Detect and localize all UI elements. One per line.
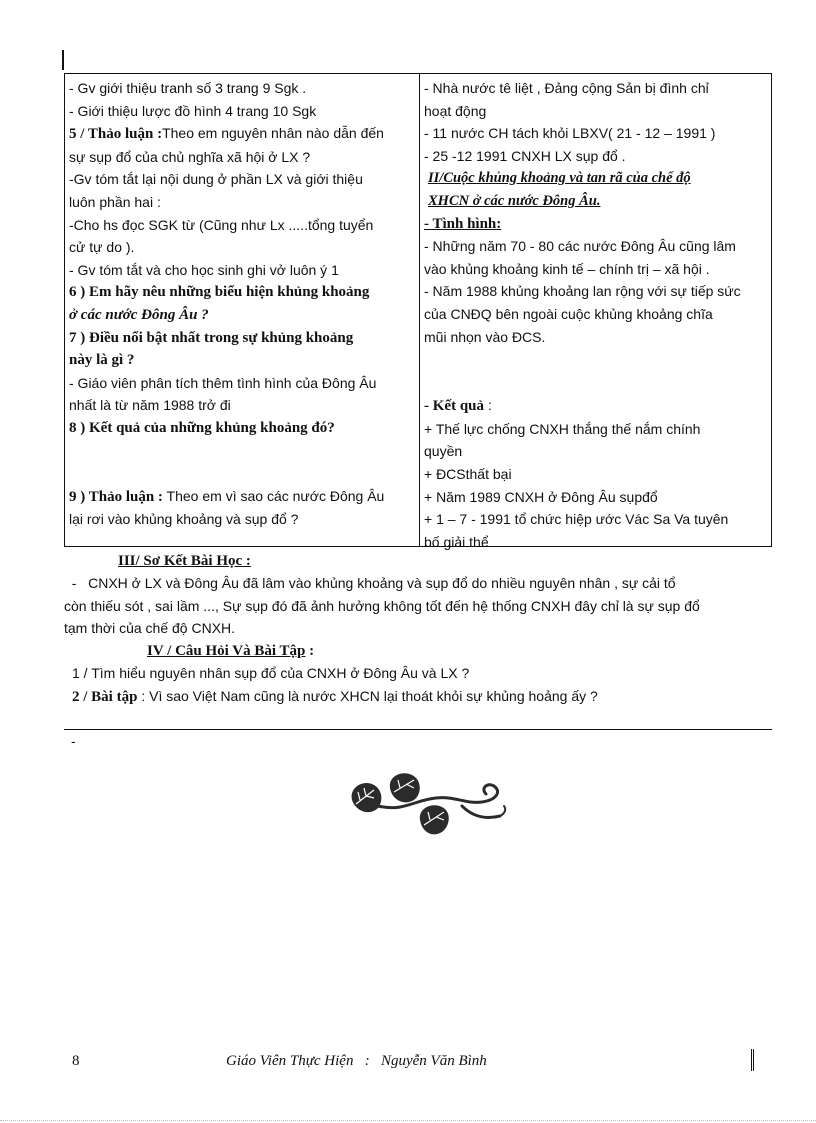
bold-label: - Kết quả (424, 398, 484, 415)
lesson-content-column (420, 74, 771, 550)
summary-paragraph (64, 572, 776, 640)
bold-label: 5 / Thảo luận : (69, 126, 163, 143)
activity-line: này là gì ? (69, 352, 135, 369)
activity-line: - Gv giới thiệu tranh số 3 trang 9 Sgk . (69, 80, 307, 96)
activity-line: ở các nước Đông Âu ? (69, 306, 209, 323)
activity-line (69, 122, 415, 146)
content-line: - 11 nước CH tách khỏi LBXV( 21 - 12 – 1991 ) (424, 125, 716, 142)
activity-line: sự sụp đổ của chủ nghĩa xã hội ở LX ? (69, 148, 311, 165)
content-line: + ĐCSthất bại (424, 465, 512, 482)
line-text: : (484, 397, 492, 414)
questions-list (64, 662, 776, 708)
activity-line: - Giáo viên phân tích thêm tình hình của Đông Âu (69, 374, 377, 391)
question-2 (64, 685, 776, 709)
content-line: - Nhà nước tê liệt , Đảng cộng Sản bị đình chỉ (424, 80, 709, 96)
footer-margin-mark (751, 1049, 754, 1071)
footer-author: Giáo Viên Thực Hiện : Nguyễn Văn Bình (226, 1053, 487, 1069)
activity-line: -Gv tóm tắt lại nội dung ở phần LX và giới thiệu (69, 171, 363, 188)
questions-title: IV / Câu Hỏi Và Bài Tập (147, 643, 306, 659)
horizontal-rule (64, 729, 772, 730)
lesson-table (64, 73, 772, 550)
content-line: + Năm 1989 CNXH ở Đông Âu sụpđổ (424, 488, 658, 505)
activity-line: 6 ) Em hãy nêu những biểu hiện khủng khoảng (69, 284, 370, 301)
bold-label: 9 ) Thảo luận : (69, 488, 163, 505)
questions-title-suffix: : (305, 643, 315, 659)
content-line: - 25 -12 1991 CNXH LX sụp đổ . (424, 147, 626, 164)
content-line: - Những năm 70 - 80 các nước Đông Âu cũng lâm (424, 238, 736, 255)
summary-line: tạm thời của chế độ CNXH. (64, 620, 236, 637)
leaf-ornament-icon (344, 770, 514, 845)
summary-line: còn thiếu sót , sai lầm ..., Sự sụp đó đã ảnh hưởng không tốt đến hệ thống CNXH đây chỉ là sự sụp đổ (64, 597, 700, 614)
content-line: hoạt động (424, 102, 487, 119)
summary-title: III/ Sơ Kết Bài Học : (118, 553, 251, 569)
spacer (69, 440, 415, 485)
activity-line: nhất là từ năm 1988 trở đi (69, 397, 231, 414)
content-line: II/Cuộc khủng khoảng và tan rã của chế độ (428, 170, 691, 187)
content-line: quyền (424, 443, 463, 460)
activity-line: - Giới thiệu lược đồ hình 4 trang 10 Sgk (69, 102, 317, 119)
activity-line: 8 ) Kết quả của những khủng khoảng đó? (69, 419, 335, 436)
top-margin-mark (62, 50, 64, 70)
content-line: vào khủng khoảng kinh tế – chính trị – xã hội . (424, 260, 710, 277)
content-line (424, 394, 767, 418)
line-text: Theo em vì sao các nước Đông Âu (162, 487, 385, 504)
activity-line: luôn phần hai : (69, 193, 161, 210)
activity-line: -Cho hs đọc SGK từ (Cũng như Lx .....tổng tuyển (69, 216, 374, 233)
activity-line: 7 ) Điều nổi bật nhất trong sự khủng khoảng (69, 329, 354, 346)
line-text: Theo em nguyên nhân nào dẫn đến (162, 125, 384, 142)
content-line: - Năm 1988 khủng khoảng lan rộng với sự tiếp sức (424, 283, 741, 300)
content-line: - Tình hình: (424, 215, 502, 232)
activity-line: lại rơi vào khủng khoảng và sụp đổ ? (69, 511, 299, 528)
content-line: + Thế lực chống CNXH thắng thế nắm chính (424, 420, 701, 437)
content-line: bố giải thể (424, 533, 489, 550)
content-line: của CNĐQ bên ngoài cuộc khủng khoảng chĩa (424, 305, 713, 322)
page-bottom-border (0, 1120, 816, 1121)
teacher-activities-column (65, 74, 420, 546)
activity-line: - Gv tóm tắt và cho học sinh ghi vở luôn ý 1 (69, 261, 339, 278)
activity-line (69, 485, 415, 509)
content-line: XHCN ở các nước Đông Âu. (428, 192, 601, 209)
page-number: 8 (72, 1053, 80, 1069)
summary-line: - CNXH ở LX và Đông Âu đã lâm vào khủng khoảng và sụp đổ do nhiều nguyên nhân , sự cải tổ (64, 575, 676, 591)
question-2-label: 2 / Bài tập (72, 688, 138, 705)
content-line: mũi nhọn vào ĐCS. (424, 328, 546, 345)
question-1: 1 / Tìm hiểu nguyên nhân sụp đổ của CNXH ở Đông Âu và LX ? (72, 665, 470, 681)
dash-mark: - (71, 733, 76, 749)
spacer (424, 348, 767, 394)
content-line: + 1 – 7 - 1991 tổ chức hiệp ước Vác Sa Va tuyên (424, 511, 729, 528)
activity-line: cử tự do ). (69, 239, 135, 256)
question-2-text: : Vì sao Việt Nam cũng là nước XHCN lại thoát khỏi sự khủng hoảng ấy ? (137, 687, 598, 704)
questions-title-row (147, 642, 314, 660)
